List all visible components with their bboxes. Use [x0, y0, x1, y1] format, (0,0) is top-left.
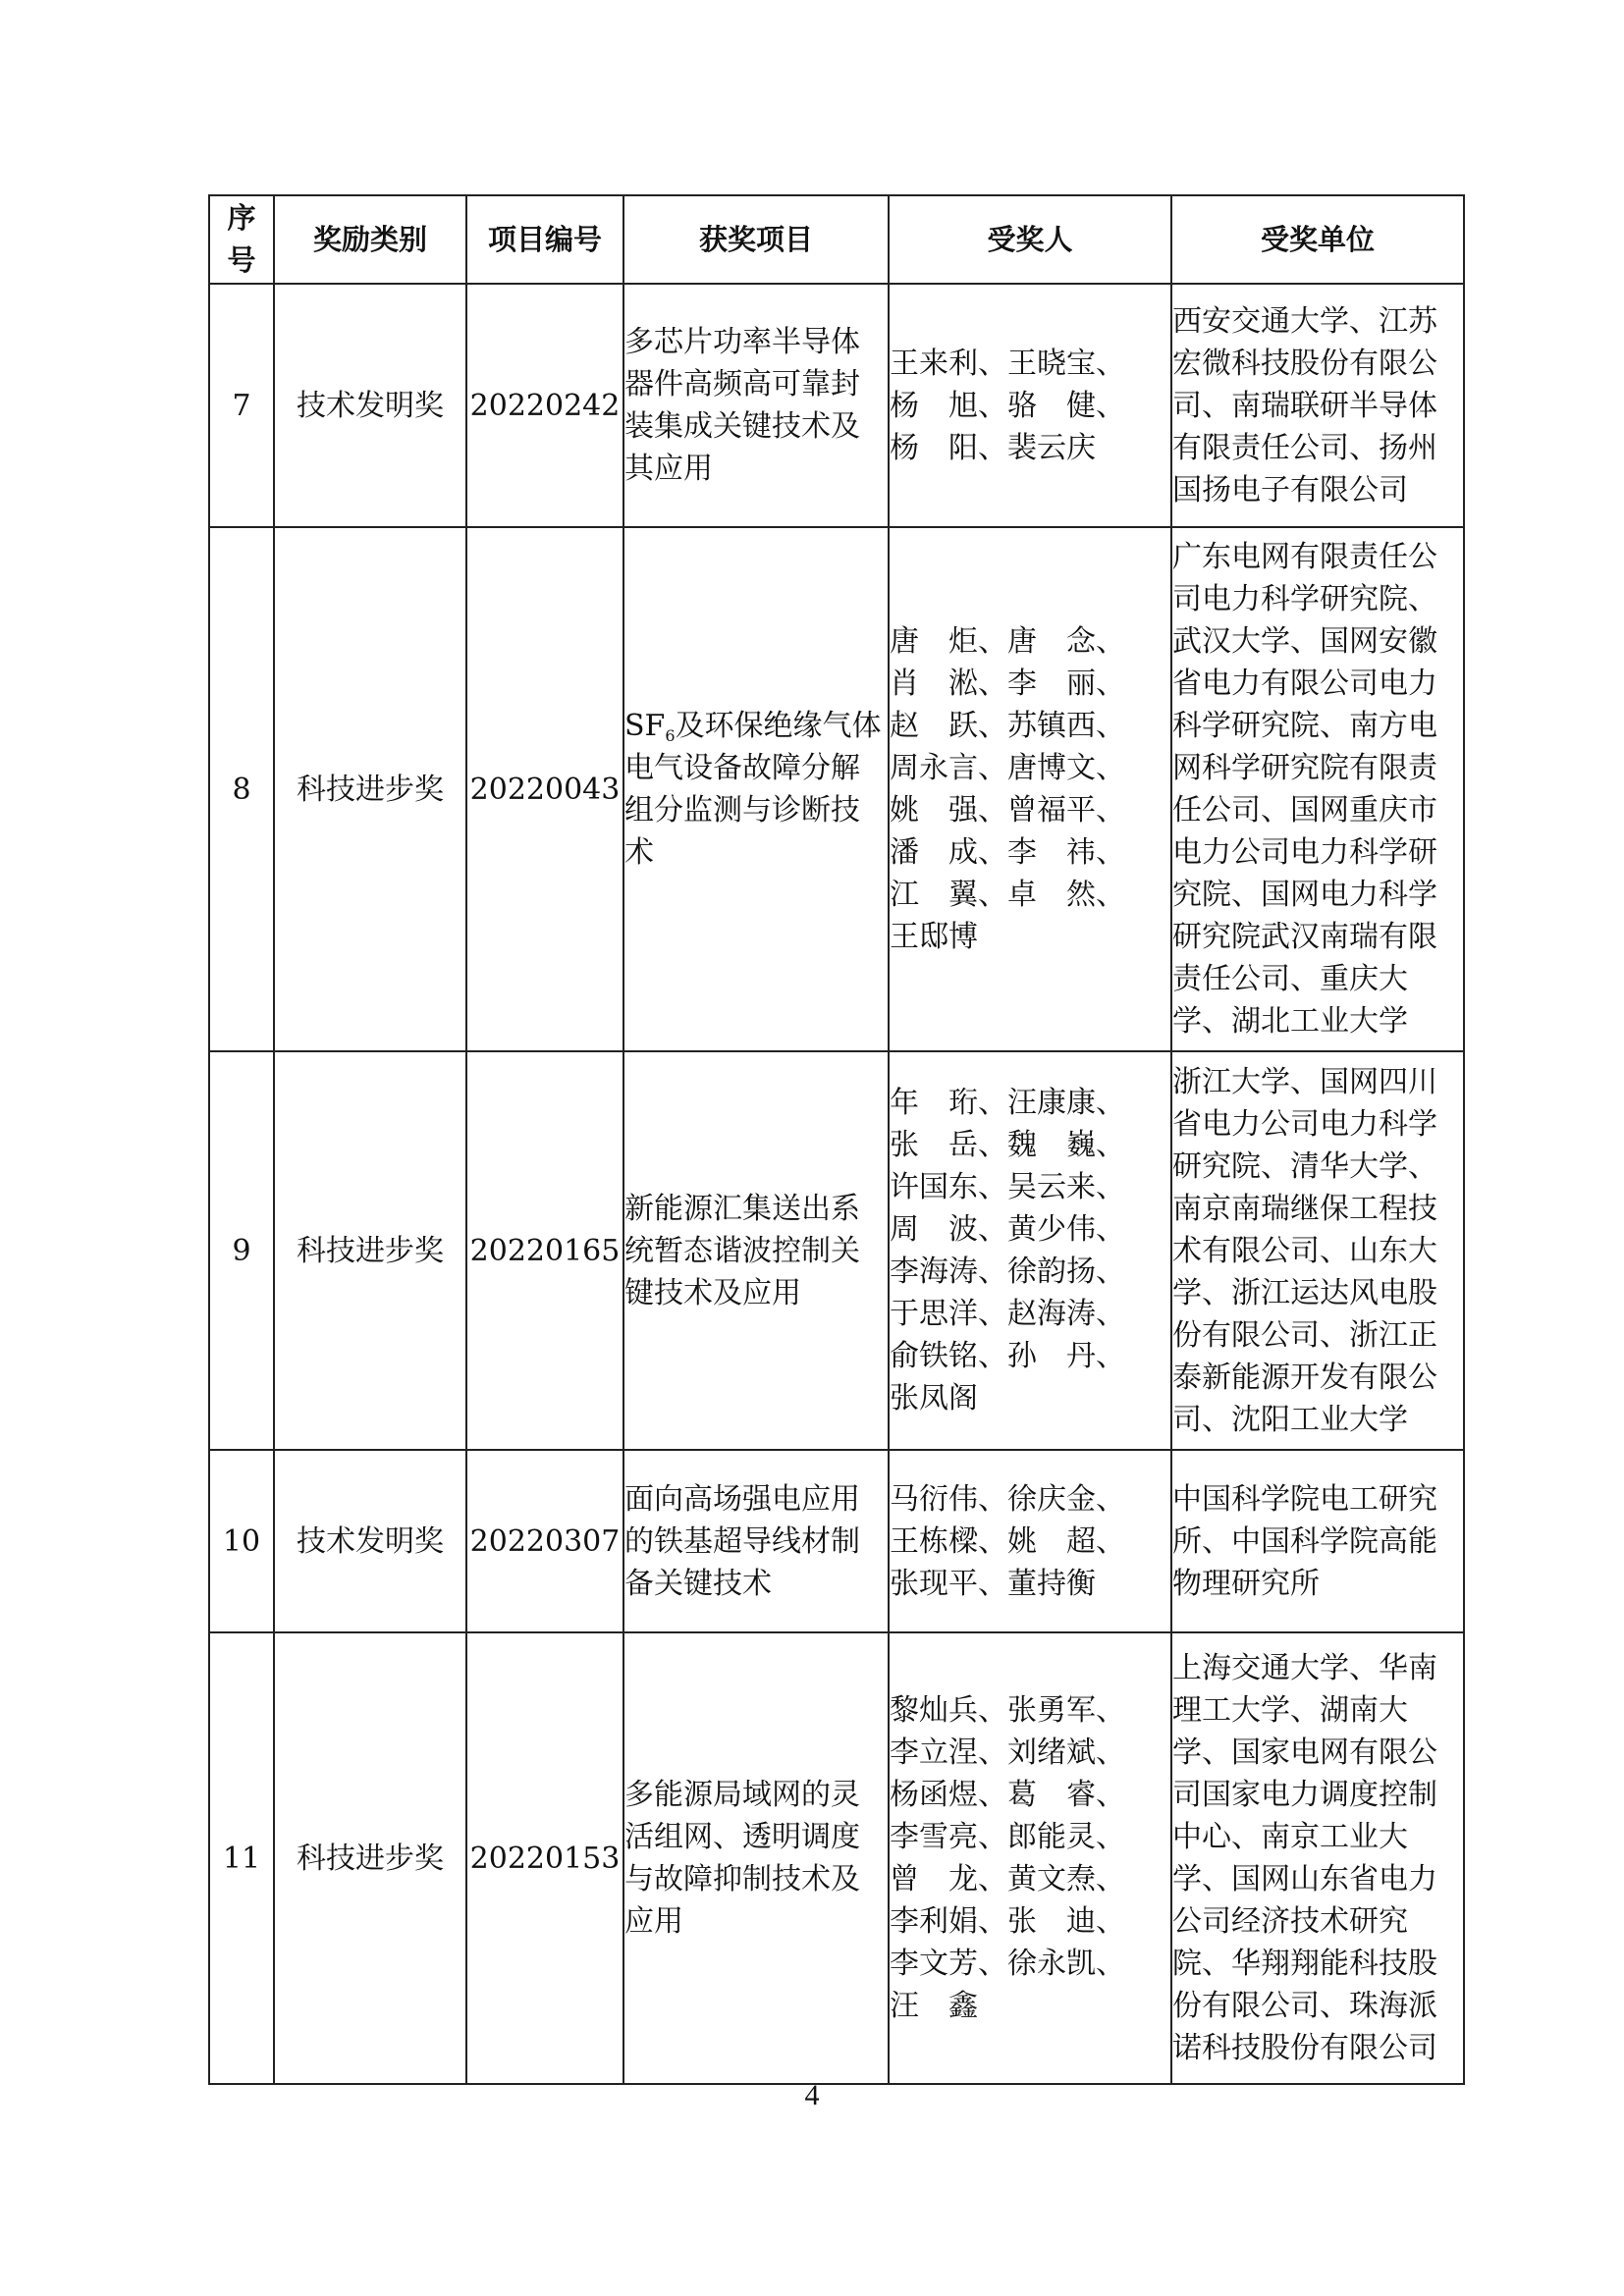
winner-line: 周永言、唐博文、: [890, 751, 1125, 785]
row-category: 技术发明奖: [274, 284, 466, 527]
row-seq: 7: [209, 284, 274, 527]
page-number: 4: [804, 2079, 820, 2111]
row-project-no: 20220242: [466, 284, 623, 527]
winner-line: 杨 旭、骆 健、: [890, 388, 1125, 423]
winner-line: 黎灿兵、张勇军、: [890, 1693, 1125, 1728]
header-seq: [209, 195, 274, 284]
row-units-text: 广东电网有限责任公司电力科学研究院、武汉大学、国网安徽省电力有限公司电力科学研究院、南方电网科学研究院有限责任公司、国网重庆市电力公司电力科学研究院、国网电力科学研究院武汉南瑞有限责任公司、重庆大学、湖北工业大学: [1172, 540, 1437, 1039]
table-row: [209, 527, 1464, 1051]
row-project: [623, 1051, 889, 1450]
row-project-text: 面向高场强电应用的铁基超导线材制备关键技术: [624, 1481, 860, 1601]
row-seq: 10: [209, 1450, 274, 1632]
row-seq: 11: [209, 1632, 274, 2084]
winner-line: 俞铁铭、孙 丹、: [890, 1339, 1125, 1373]
row-units: [1171, 1051, 1464, 1450]
row-winners: [889, 284, 1171, 527]
row-project: [623, 1632, 889, 2084]
row-units: [1171, 284, 1464, 527]
winner-line: 张凤阁: [890, 1381, 978, 1415]
winner-line: 王邸博: [890, 920, 978, 954]
row-seq: 9: [209, 1051, 274, 1450]
table-row: [209, 284, 1464, 527]
winner-line: 年 珩、汪康康、: [890, 1086, 1125, 1120]
table-header-row: [209, 195, 1464, 284]
sf-subscript: 6: [665, 726, 676, 745]
winner-line: 王来利、王晓宝、: [890, 346, 1125, 381]
winner-line: 肖 淞、李 丽、: [890, 667, 1125, 701]
row-project: [623, 284, 889, 527]
row-units-text: 西安交通大学、江苏宏微科技股份有限公司、南瑞联研半导体有限责任公司、扬州国扬电子有限公司: [1172, 303, 1437, 507]
winner-line: 江 翼、卓 然、: [890, 878, 1125, 912]
row-project-text: 多能源局域网的灵活组网、透明调度与故障抑制技术及应用: [624, 1778, 860, 1939]
winner-line: 杨 阳、裴云庆: [890, 430, 1096, 465]
winner-line: 周 波、黄少伟、: [890, 1212, 1125, 1247]
row-category: 科技进步奖: [274, 1051, 466, 1450]
row-category: 技术发明奖: [274, 1450, 466, 1632]
winner-line: 汪 鑫: [890, 1989, 978, 2023]
row-units-text: 中国科学院电工研究所、中国科学院高能物理研究所: [1172, 1481, 1437, 1601]
row-units: [1171, 1450, 1464, 1632]
table-row: [209, 1632, 1464, 2084]
row-winners: [889, 527, 1171, 1051]
table-row: [209, 1450, 1464, 1632]
header-units: 受奖单位: [1171, 195, 1464, 284]
row-winners: [889, 1051, 1171, 1450]
winner-line: 马衍伟、徐庆金、: [890, 1481, 1125, 1517]
row-project-no: 20220307: [466, 1450, 623, 1632]
row-category: 科技进步奖: [274, 527, 466, 1051]
header-project: 获奖项目: [623, 195, 889, 284]
winner-line: 李雪亮、郎能灵、: [890, 1820, 1125, 1854]
winner-line: 李海涛、徐韵扬、: [890, 1255, 1125, 1289]
row-project-no: 20220153: [466, 1632, 623, 2084]
awards-table: [208, 194, 1465, 2085]
winner-line: 潘 成、李 祎、: [890, 835, 1125, 870]
row-units-text: 浙江大学、国网四川省电力公司电力科学研究院、清华大学、南京南瑞继保工程技术有限公司、山东大学、浙江运达风电股份有限公司、浙江正泰新能源开发有限公司、沈阳工业大学: [1172, 1064, 1437, 1437]
header-category: 奖励类别: [274, 195, 466, 284]
row-project: [623, 1450, 889, 1632]
row-project-text: 新能源汇集送出系统暂态谐波控制关键技术及应用: [624, 1191, 860, 1310]
winner-line: 张 岳、魏 巍、: [890, 1128, 1125, 1162]
header-project-no: 项目编号: [466, 195, 623, 284]
header-winners: 受奖人: [889, 195, 1171, 284]
winner-line: 许国东、吴云来、: [890, 1170, 1125, 1204]
winner-line: 赵 跃、苏镇西、: [890, 709, 1125, 743]
winner-line: 曾 龙、黄文焘、: [890, 1862, 1125, 1896]
table-row: [209, 1051, 1464, 1450]
header-seq-char-1: 序: [227, 201, 256, 235]
row-project: [623, 527, 889, 1051]
row-project-text: 多芯片功率半导体器件高频高可靠封装集成关键技术及其应用: [624, 325, 860, 486]
row-project-no: 20220043: [466, 527, 623, 1051]
row-project-no: 20220165: [466, 1051, 623, 1450]
row-category: 科技进步奖: [274, 1632, 466, 2084]
row-units: [1171, 1632, 1464, 2084]
winner-line: 王栋樑、姚 超、: [890, 1523, 1125, 1559]
winner-line: 李立涅、刘绪斌、: [890, 1735, 1125, 1770]
row-seq: 8: [209, 527, 274, 1051]
winner-line: 于思洋、赵海涛、: [890, 1297, 1125, 1331]
project-remainder: 及环保绝缘气体电气设备故障分解组分监测与诊断技术: [624, 709, 882, 870]
row-units-text: 上海交通大学、华南理工大学、湖南大学、国家电网有限公司国家电力调度控制中心、南京工业大学、国网山东省电力公司经济技术研究院、华翔翔能科技股份有限公司、珠海派诺科技股份有限公司: [1172, 1651, 1437, 2065]
winner-line: 唐 炬、唐 念、: [890, 624, 1125, 659]
winner-line: 李利娟、张 迪、: [890, 1904, 1125, 1939]
winner-line: 张现平、董持衡: [890, 1566, 1096, 1601]
winner-line: 李文芳、徐永凯、: [890, 1947, 1125, 1981]
winner-line: 杨函煜、葛 睿、: [890, 1778, 1125, 1812]
row-units: [1171, 527, 1464, 1051]
header-seq-char-2: 号: [227, 243, 256, 277]
row-winners: [889, 1632, 1171, 2084]
row-project-text: [624, 705, 888, 874]
winner-line: 姚 强、曾福平、: [890, 793, 1125, 828]
sf-prefix: SF: [624, 709, 666, 743]
row-winners: [889, 1450, 1171, 1632]
